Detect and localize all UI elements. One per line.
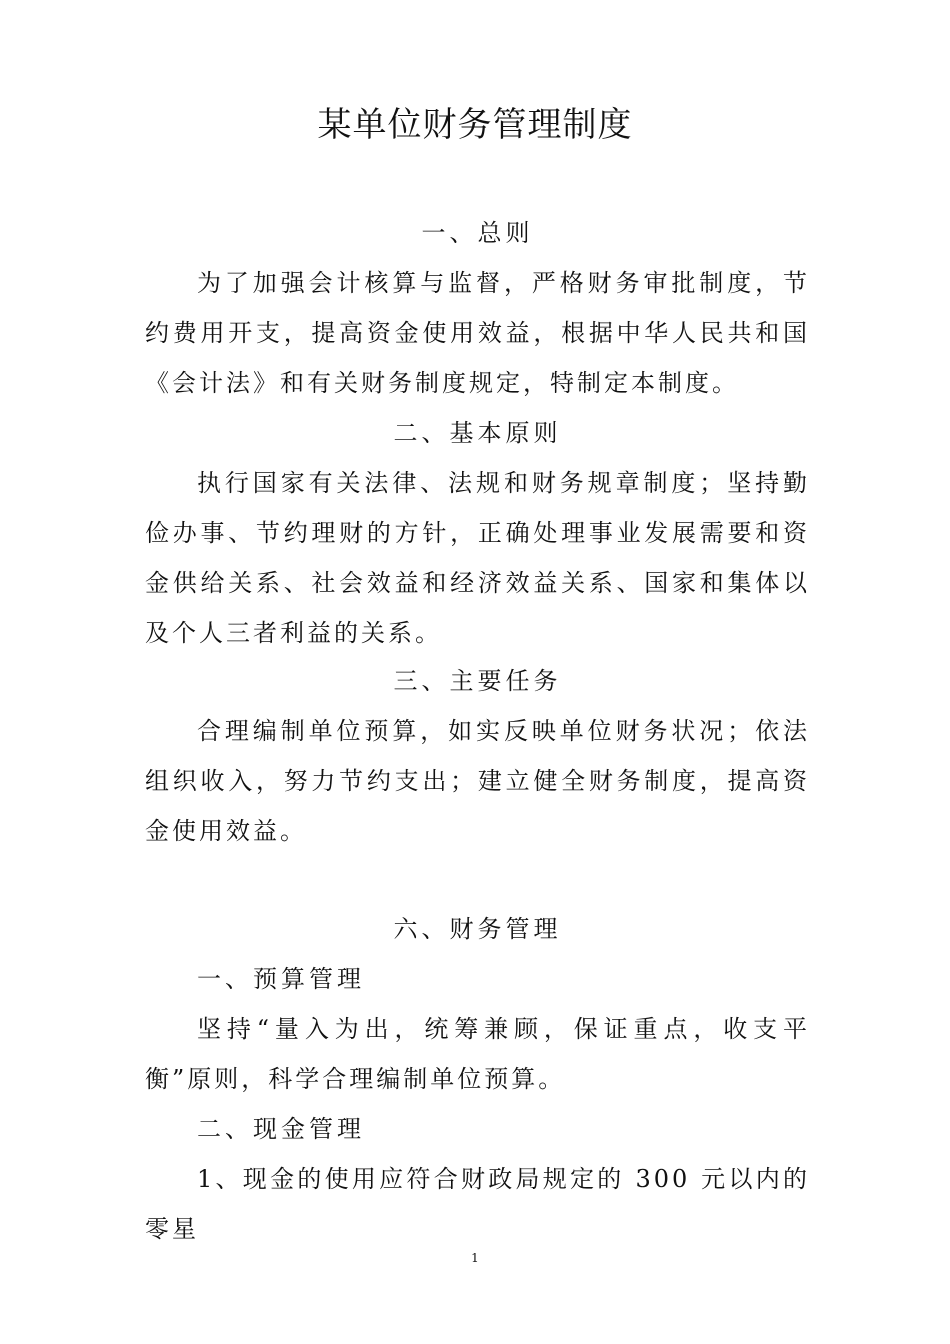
page-number: 1 (471, 1251, 479, 1265)
section-paragraph-tasks: 合理编制单位预算，如实反映单位财务状况；依法组织收入，努力节约支出；建立健全财务制度，提高资金使用效益。 (145, 717, 810, 845)
section-heading-general: 一、总则 (421, 219, 534, 247)
subsection-heading-budget: 一、预算管理 (197, 965, 365, 993)
section-heading-finance: 六、财务管理 (393, 915, 562, 943)
section-paragraph-principles: 执行国家有关法律、法规和财务规章制度；坚持勤俭办事、节约理财的方针，正确处理事业发展需要和资金供给关系、社会效益和经济效益关系、国家和集体以及个人三者利益的关系。 (145, 469, 810, 647)
subsection-paragraph-cash: 1、现金的使用应符合财政局规定的 300 元以内的零星 (145, 1165, 810, 1243)
section-heading-tasks: 三、主要任务 (393, 667, 562, 695)
document-title: 某单位财务管理制度 (317, 105, 633, 145)
section-heading-principles: 二、基本原则 (393, 419, 562, 447)
subsection-paragraph-budget: 坚持“量入为出，统筹兼顾，保证重点，收支平衡”原则，科学合理编制单位预算。 (145, 1015, 810, 1093)
section-paragraph-general: 为了加强会计核算与监督，严格财务审批制度，节约费用开支，提高资金使用效益，根据中华人民共和国《会计法》和有关财务制度规定，特制定本制度。 (145, 269, 810, 397)
subsection-heading-cash: 二、现金管理 (197, 1115, 365, 1143)
